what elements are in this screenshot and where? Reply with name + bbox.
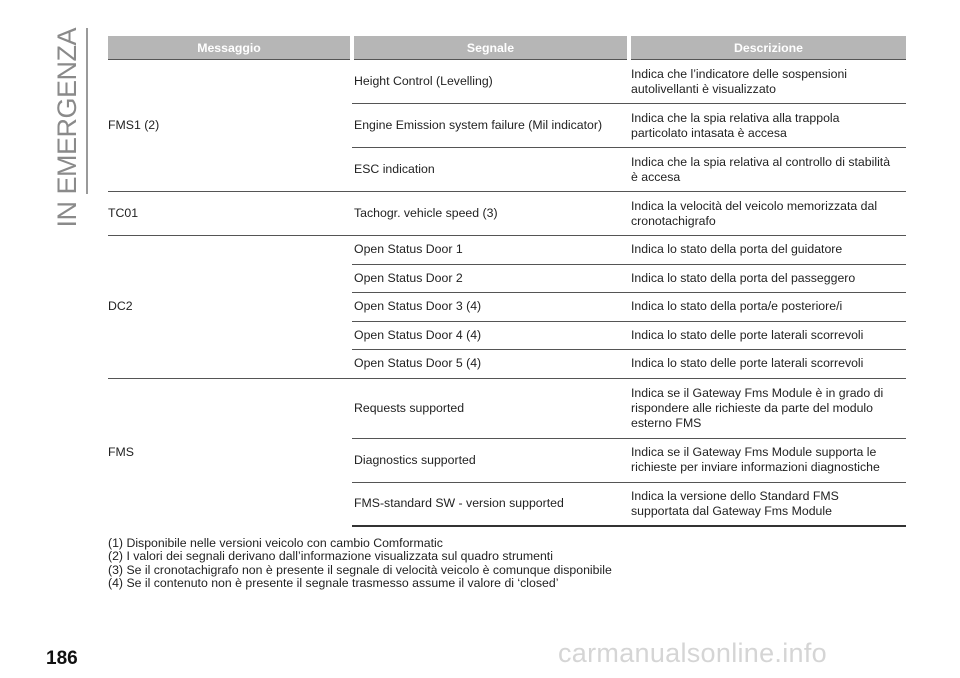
cell-description <box>629 104 906 148</box>
cell-message: DC2 <box>108 236 352 379</box>
cell-description <box>629 293 906 322</box>
header-descrizione: Descrizione <box>629 36 906 60</box>
description-line: autolivellanti è visualizzato <box>631 81 776 96</box>
cell-description <box>629 482 906 526</box>
table-row <box>108 60 906 104</box>
description-line: cronotachigrafo <box>631 213 716 228</box>
description-line: Indica che l’indicatore delle sospensioni <box>631 66 848 81</box>
watermark: carmanualsonline.info <box>558 638 827 668</box>
cell-signal: Diagnostics supported <box>352 438 629 482</box>
cell-description <box>629 60 906 104</box>
description-line: Indica lo stato delle porte laterali scorrevoli <box>631 327 864 342</box>
page-number: 186 <box>46 648 78 669</box>
description-line: Indica che la spia relativa al controllo di stabilità <box>631 154 891 169</box>
cell-signal: FMS-standard SW - version supported <box>352 482 629 526</box>
table-body <box>108 60 906 527</box>
description-line: particolato intasata è accesa <box>631 125 787 140</box>
cell-description <box>629 236 906 265</box>
cell-signal: Open Status Door 5 (4) <box>352 350 629 379</box>
cell-description <box>629 438 906 482</box>
description-line: Indica lo stato delle porte laterali scorrevoli <box>631 356 864 371</box>
footnote: (3) Se il cronotachigrafo non è presente il segnale di velocità veicolo è comunque disponibile <box>108 562 612 577</box>
footnote: (2) I valori dei segnali derivano dall’informazione visualizzata sul quadro strumenti <box>108 549 553 564</box>
signals-table <box>108 36 906 527</box>
header-segnale: Segnale <box>352 36 629 60</box>
cell-signal: Open Status Door 3 (4) <box>352 293 629 322</box>
cell-message: FMS <box>108 378 352 526</box>
table-row <box>108 236 906 265</box>
description-line: Indica lo stato della porta del guidatore <box>631 242 843 257</box>
cell-description <box>629 264 906 293</box>
footnote: (4) Se il contenuto non è presente il segnale trasmesso assume il valore di ‘closed’ <box>108 575 559 590</box>
description-line: richieste per inviare informazioni diagnostiche <box>631 460 880 474</box>
cell-signal: Height Control (Levelling) <box>352 60 629 104</box>
description-line: Indica la versione dello Standard FMS <box>631 488 839 503</box>
cell-message: FMS1 (2) <box>108 60 352 192</box>
table-row <box>108 192 906 236</box>
description-line: esterno FMS <box>631 415 702 430</box>
table-row <box>108 378 906 438</box>
header-messaggio: Messaggio <box>108 36 352 60</box>
description-line: rispondere alle richieste da parte del modulo <box>631 400 873 415</box>
footnote: (1) Disponibile nelle versioni veicolo con cambio Comformatic <box>108 536 443 550</box>
cell-signal: ESC indication <box>352 148 629 192</box>
description-line: Indica la velocità del veicolo memorizzata dal <box>631 198 878 213</box>
description-line: supportata dal Gateway Fms Module <box>631 503 832 518</box>
description-line: è accesa <box>631 169 681 184</box>
description-line: Indica che la spia relativa alla trappola <box>631 110 840 125</box>
section-title-rule <box>86 28 88 194</box>
description-line: Indica se il Gateway Fms Module è in grado di <box>631 385 884 400</box>
cell-description <box>629 378 906 438</box>
description-line: Indica se il Gateway Fms Module supporta le <box>631 445 877 459</box>
cell-signal: Requests supported <box>352 378 629 438</box>
section-title-text: IN EMERGENZA <box>51 28 82 228</box>
cell-signal: Open Status Door 4 (4) <box>352 321 629 350</box>
description-line: Indica lo stato della porta/e posteriore/i <box>631 299 843 314</box>
table-header-row <box>108 36 906 60</box>
cell-signal: Open Status Door 2 <box>352 264 629 293</box>
cell-description <box>629 350 906 379</box>
description-line: Indica lo stato della porta del passeggero <box>631 270 856 285</box>
cell-signal: Engine Emission system failure (Mil indicator) <box>352 104 629 148</box>
cell-signal: Tachogr. vehicle speed (3) <box>352 192 629 236</box>
section-title-vertical <box>51 28 82 228</box>
cell-description <box>629 192 906 236</box>
cell-description <box>629 148 906 192</box>
cell-message: TC01 <box>108 192 352 236</box>
footnotes <box>108 537 612 590</box>
cell-description <box>629 321 906 350</box>
cell-signal: Open Status Door 1 <box>352 236 629 265</box>
